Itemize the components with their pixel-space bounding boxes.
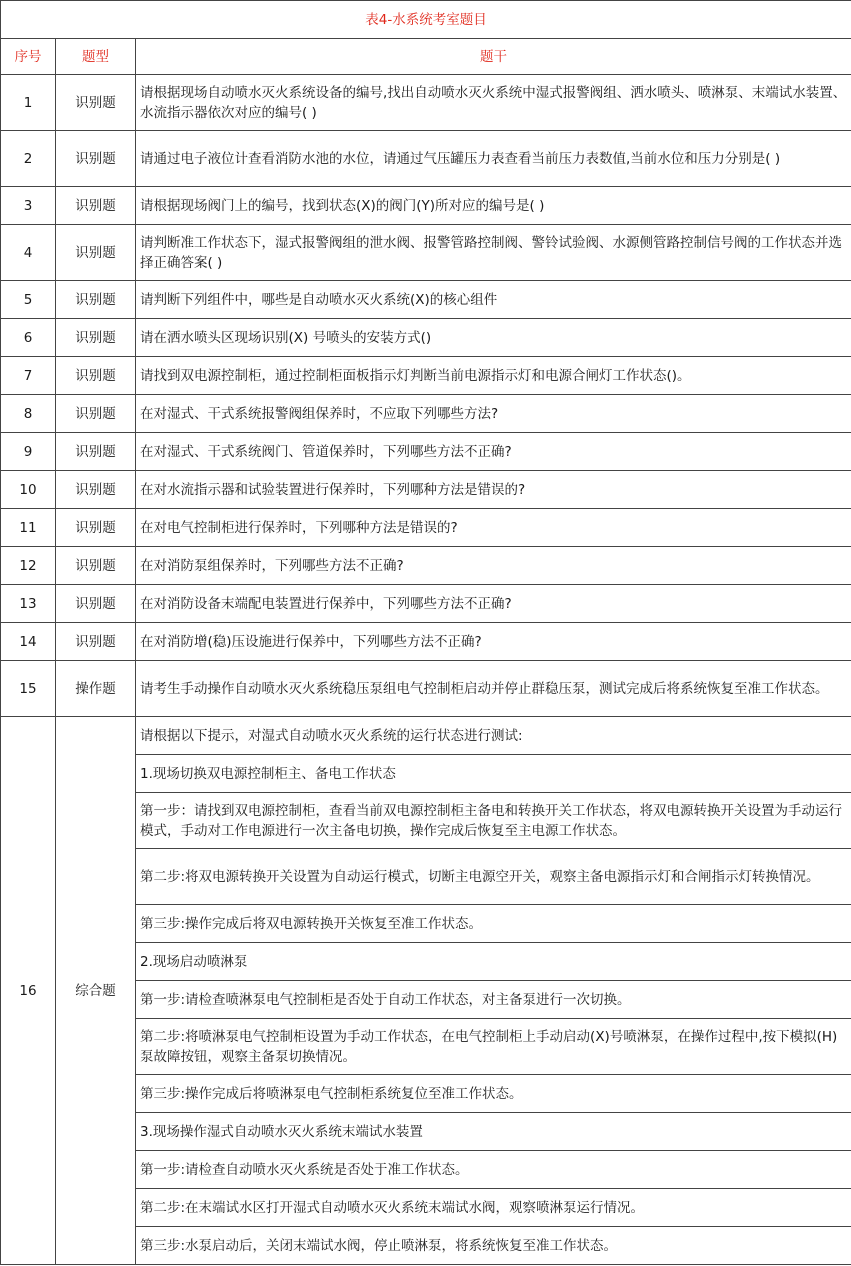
table-row: [1, 357, 851, 395]
row16-line: 请根据以下提示，对湿式自动喷水灭火系统的运行状态进行测试:: [136, 717, 851, 755]
row16-line: 第一步:请检查喷淋泵电气控制柜是否处于自动工作状态，对主备泵进行一次切换。: [136, 981, 851, 1019]
header-stem: 题干: [136, 39, 851, 75]
table-row: [1, 433, 851, 471]
table-row: [1, 75, 851, 131]
row16-line: 第一步：请找到双电源控制柜，查看当前双电源控制柜主备电和转换开关工作状态，将双电源转换开关设置为手动运行模式，手动对工作电源进行一次主备电切换，操作完成后恢复至主电源工作状态。: [136, 793, 851, 849]
row-type: 识别题: [56, 547, 136, 585]
row-type: 综合题: [56, 717, 136, 1265]
row-stem: 在对消防增(稳)压设施进行保养中，下列哪些方法不正确?: [136, 623, 851, 661]
row-stem: 在对消防泵组保养时，下列哪些方法不正确?: [136, 547, 851, 585]
row-stem: 请根据现场阀门上的编号，找到状态(X)的阀门(Y)所对应的编号是( ): [136, 187, 851, 225]
row-no: 8: [1, 395, 56, 433]
header-type: 题型: [56, 39, 136, 75]
row-no: 4: [1, 225, 56, 281]
row-stem: 在对电气控制柜进行保养时，下列哪种方法是错误的?: [136, 509, 851, 547]
table-row: [1, 131, 851, 187]
table-title: 表4-水系统考室题目: [1, 1, 851, 39]
table-row: [1, 717, 851, 755]
row-type: 识别题: [56, 357, 136, 395]
row-no: 1: [1, 75, 56, 131]
row-no: 3: [1, 187, 56, 225]
row-type: 识别题: [56, 395, 136, 433]
row16-line: 第二步:在末端试水区打开湿式自动喷水灭火系统末端试水阀，观察喷淋泵运行情况。: [136, 1189, 851, 1227]
row-no: 10: [1, 471, 56, 509]
row-stem: 在对水流指示器和试验装置进行保养时，下列哪种方法是错误的?: [136, 471, 851, 509]
row-stem: 在对湿式、干式系统报警阀组保养时，不应取下列哪些方法?: [136, 395, 851, 433]
row-type: 识别题: [56, 75, 136, 131]
row-type: 识别题: [56, 281, 136, 319]
row-stem: 请在洒水喷头区现场识别(X) 号喷头的安装方式(): [136, 319, 851, 357]
row-type: 识别题: [56, 471, 136, 509]
row-type: 操作题: [56, 661, 136, 717]
table-row: [1, 187, 851, 225]
row16-line: 2.现场启动喷淋泵: [136, 943, 851, 981]
row16-line: 第三步:操作完成后将双电源转换开关恢复至准工作状态。: [136, 905, 851, 943]
table-row: [1, 395, 851, 433]
row-stem: 请考生手动操作自动喷水灭火系统稳压泵组电气控制柜启动并停止群稳压泵，测试完成后将系统恢复至准工作状态。: [136, 661, 851, 717]
row-no: 16: [1, 717, 56, 1265]
row-stem: 请找到双电源控制柜，通过控制柜面板指示灯判断当前电源指示灯和电源合闸灯工作状态()。: [136, 357, 851, 395]
header-no: 序号: [1, 39, 56, 75]
row-no: 13: [1, 585, 56, 623]
row16-line: 第一步:请检查自动喷水灭火系统是否处于准工作状态。: [136, 1151, 851, 1189]
row-no: 6: [1, 319, 56, 357]
row16-line: 第二步:将喷淋泵电气控制柜设置为手动工作状态，在电气控制柜上手动启动(X)号喷淋泵，在操作过程中,按下模拟(H)泵故障按钮，观察主备泵切换情况。: [136, 1019, 851, 1075]
row-no: 11: [1, 509, 56, 547]
row-type: 识别题: [56, 187, 136, 225]
row-no: 9: [1, 433, 56, 471]
row-no: 5: [1, 281, 56, 319]
row-stem: 请判断准工作状态下，湿式报警阀组的泄水阀、报警管路控制阀、警铃试验阀、水源侧管路控制信号阀的工作状态并选择正确答案( ): [136, 225, 851, 281]
row-type: 识别题: [56, 433, 136, 471]
row-no: 2: [1, 131, 56, 187]
table-row: [1, 661, 851, 717]
row-stem: 请判断下列组件中，哪些是自动喷水灭火系统(X)的核心组件: [136, 281, 851, 319]
row16-line: 第二步:将双电源转换开关设置为自动运行模式，切断主电源空开关，观察主备电源指示灯和合闸指示灯转换情况。: [136, 849, 851, 905]
row16-line: 第三步:操作完成后将喷淋泵电气控制柜系统复位至准工作状态。: [136, 1075, 851, 1113]
row-no: 14: [1, 623, 56, 661]
row-stem: 在对湿式、干式系统阀门、管道保养时，下列哪些方法不正确?: [136, 433, 851, 471]
row16-line: 1.现场切换双电源控制柜主、备电工作状态: [136, 755, 851, 793]
row-no: 12: [1, 547, 56, 585]
table-row: [1, 471, 851, 509]
row-stem: 请根据现场自动喷水灭火系统设备的编号,找出自动喷水灭火系统中湿式报警阀组、洒水喷头、喷淋泵、末端试水装置、水流指示器依次对应的编号( ): [136, 75, 851, 131]
row16-line: 第三步:水泵启动后，关闭末端试水阀，停止喷淋泵，将系统恢复至准工作状态。: [136, 1227, 851, 1265]
row16-line: 3.现场操作湿式自动喷水灭火系统末端试水装置: [136, 1113, 851, 1151]
row-type: 识别题: [56, 509, 136, 547]
table-row: [1, 623, 851, 661]
row-no: 7: [1, 357, 56, 395]
table-row: [1, 509, 851, 547]
table-row: [1, 319, 851, 357]
row-stem: 在对消防设备末端配电装置进行保养中，下列哪些方法不正确?: [136, 585, 851, 623]
table-row: [1, 585, 851, 623]
row-stem: 请通过电子液位计查看消防水池的水位，请通过气压罐压力表查看当前压力表数值,当前水位和压力分别是( ): [136, 131, 851, 187]
row-type: 识别题: [56, 623, 136, 661]
row-type: 识别题: [56, 319, 136, 357]
row-type: 识别题: [56, 225, 136, 281]
row-no: 15: [1, 661, 56, 717]
row-type: 识别题: [56, 131, 136, 187]
table-row: [1, 547, 851, 585]
row-type: 识别题: [56, 585, 136, 623]
table-row: [1, 281, 851, 319]
table-row: [1, 225, 851, 281]
